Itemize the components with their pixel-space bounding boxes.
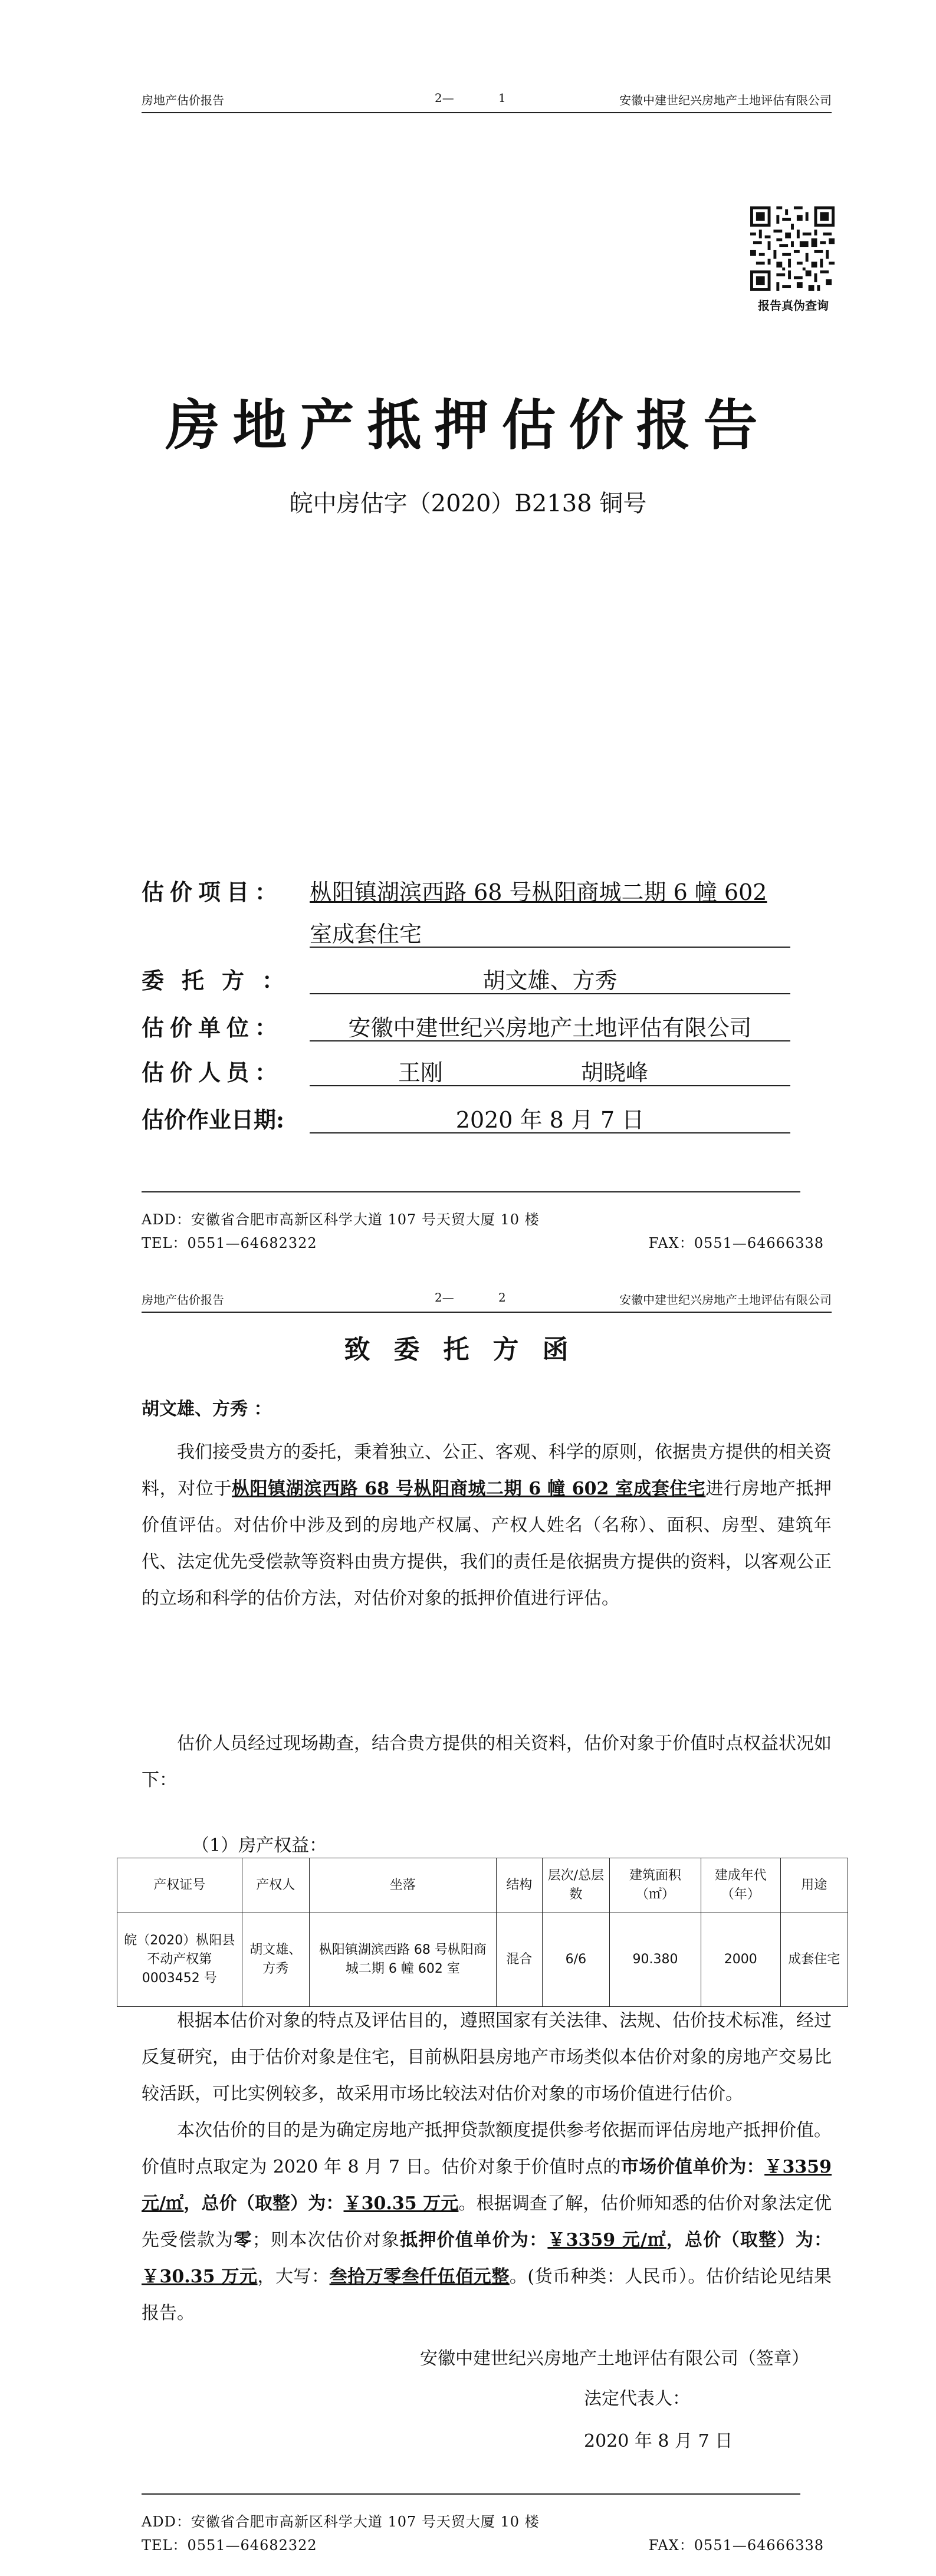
footer-divider (142, 2493, 800, 2495)
p4-market-unit-price: ￥3359 元/㎡ (142, 2157, 832, 2214)
footer-fax: FAX：0551—64666338 (648, 1235, 824, 1251)
page-header (142, 88, 832, 113)
staff-value (310, 1054, 790, 1086)
table-header: 建筑面积（㎡） (610, 1858, 701, 1913)
table-cell: 皖（2020）枞阳县不动产权第 0003452 号 (117, 1913, 242, 2007)
table-header-row (117, 1858, 848, 1913)
paragraph-1 (142, 1434, 832, 1617)
qr-code-icon[interactable] (750, 206, 835, 291)
report-number: 皖中房估字（2020）B2138 铜号 (289, 490, 647, 517)
footer-tel: TEL：0551—64682322 (142, 2537, 317, 2554)
table-row (117, 1913, 848, 2007)
signature-representative: 法定代表人： (584, 2388, 690, 2409)
table-header: 产权证号 (117, 1858, 242, 1913)
subheading-rights: （1）房产权益： (192, 1835, 327, 1856)
p1-text-a: 我们接受贵方的委托，秉着独立、公正、客观、科学的原则，依据贵方提供的相关资料，对位于 (142, 1442, 832, 1499)
header-left: 房地产估价报告 (142, 1293, 224, 1307)
header-page-number (435, 91, 529, 105)
date-label: 估价作业日期: (142, 1106, 285, 1133)
page-prefix: 2— (435, 91, 454, 105)
project-label: 估价项目： (142, 879, 284, 905)
table-cell: 6/6 (542, 1913, 609, 2007)
table-header: 坐落 (309, 1858, 496, 1913)
table-cell: 胡文雄、方秀 (242, 1913, 309, 2007)
table-cell: 混合 (496, 1913, 542, 2007)
p4-amount-in-words: 叁拾万零叁仟伍佰元整 (329, 2266, 510, 2287)
property-rights-table (117, 1858, 848, 2007)
paragraph-2: 估价人员经过现场勘查，结合贵方提供的相关资料，估价对象于价值时点权益状况如下： (142, 1733, 832, 1790)
table-cell: 2000 (701, 1913, 780, 2007)
footer-fax: FAX：0551—64666338 (648, 2537, 824, 2554)
p4-market-unit-label: 市场价值单价为： (620, 2157, 765, 2177)
header-left: 房地产估价报告 (142, 93, 224, 107)
p4-text: 本次估价的目的是为确定房地产抵押贷款额度提供参考依据而评估房地产抵押价值。价值时点取定为 2020 年 8 月 7 日。估价对象于价值时点的 (142, 2120, 832, 2177)
p4-mortgage-total: ￥30.35 万元 (142, 2266, 258, 2287)
p4-mortgage-total-label: 总价（取整）为： (685, 2230, 832, 2250)
client-value: 胡文雄、方秀 (310, 962, 790, 994)
p4-mortgage-unit-label: 抵押价值单价为： (400, 2230, 548, 2250)
paragraph-4 (142, 2112, 832, 2332)
footer-divider (142, 1191, 800, 1192)
page-num: 2 (498, 1290, 506, 1305)
letter-page (0, 1288, 936, 2576)
p4-sep: ， (666, 2230, 685, 2250)
report-title: 房地产抵押估价报告 (165, 393, 771, 457)
table-header: 产权人 (242, 1858, 309, 1913)
table-header: 建成年代（年） (701, 1858, 780, 1913)
header-right: 安徽中建世纪兴房地产土地评估有限公司 (619, 1293, 832, 1307)
salutation: 胡文雄、方秀 ： (142, 1399, 272, 1420)
p4-text: 。根据调查了解，估价师知悉的估价对象法定优先受偿款为 (142, 2193, 832, 2250)
unit-label: 估价单位： (142, 1014, 284, 1041)
page-num: 1 (498, 91, 506, 105)
letter-title: 致委托方函 (344, 1335, 592, 1365)
date-value: 2020 年 8 月 7 日 (310, 1102, 790, 1133)
staff-label: 估价人员： (142, 1059, 284, 1086)
p4-mortgage-unit-price: ￥3359 元/㎡ (547, 2230, 666, 2250)
table-header: 用途 (780, 1858, 848, 1913)
staff-1: 王刚 (398, 1060, 444, 1086)
footer-tel: TEL：0551—64682322 (142, 1235, 317, 1251)
table-header: 结构 (496, 1858, 542, 1913)
page-prefix: 2— (435, 1290, 454, 1305)
project-value-line2: 室成套住宅 (310, 916, 790, 948)
header-page-number (435, 1290, 529, 1305)
paragraph-3: 根据本估价对象的特点及评估目的，遵照国家有关法律、法规、估价技术标准，经过反复研究，由于估价对象是住宅，目前枞阳县房地产市场类似本估价对象的房地产交易比较活跃，可比实例较多，故采用市场比较法对估价对象的市场价值进行估价。 (142, 2010, 832, 2104)
project-value-line1: 枞阳镇湖滨西路 68 号枞阳商城二期 6 幢 602 (310, 879, 767, 905)
p4-text: ；则本次估价对象 (252, 2230, 400, 2250)
signature-company: 安徽中建世纪兴房地产土地评估有限公司（签章） (420, 2348, 809, 2369)
qr-caption: 报告真伪查询 (758, 298, 829, 313)
table-cell: 90.380 (610, 1913, 701, 2007)
footer-address: ADD：安徽省合肥市高新区科学大道 107 号天贸大厦 10 楼 (142, 2513, 540, 2530)
unit-value: 安徽中建世纪兴房地产土地评估有限公司 (310, 1010, 790, 1041)
table-cell: 成套住宅 (780, 1913, 848, 2007)
p4-text: 。(货币种类：人民币）。估价结论见结果报告。 (142, 2266, 832, 2324)
page-header (142, 1288, 832, 1313)
p4-market-total-label: 总价（取整）为： (201, 2193, 344, 2214)
table-header: 层次/总层数 (542, 1858, 609, 1913)
p1-text-c: 进行房地产抵押价值评估。对估价中涉及到的房地产权属、产权人姓名（名称）、面积、房型、建筑年代、法定优先受偿款等资料由贵方提供，我们的责任是依据贵方提供的资料，以客观公正的立场和科学的估价方法，对估价对象的抵押价值进行评估。 (142, 1478, 832, 1609)
table-cell: 枞阳镇湖滨西路 68 号枞阳商城二期 6 幢 602 室 (309, 1913, 496, 2007)
p4-market-total: ￥30.35 万元 (343, 2193, 459, 2214)
p4-priority-amount: 零 (234, 2230, 252, 2250)
staff-2: 胡晓峰 (581, 1060, 649, 1086)
footer-address: ADD：安徽省合肥市高新区科学大道 107 号天贸大厦 10 楼 (142, 1211, 540, 1228)
p1-property-address: 枞阳镇湖滨西路 68 号枞阳商城二期 6 幢 602 室成套住宅 (231, 1478, 706, 1499)
header-right: 安徽中建世纪兴房地产土地评估有限公司 (619, 93, 832, 107)
signature-date: 2020 年 8 月 7 日 (584, 2431, 733, 2452)
p4-sep: ， (183, 2193, 202, 2214)
client-label: 委托方： (142, 967, 303, 994)
p4-text: ，大写： (257, 2266, 330, 2287)
